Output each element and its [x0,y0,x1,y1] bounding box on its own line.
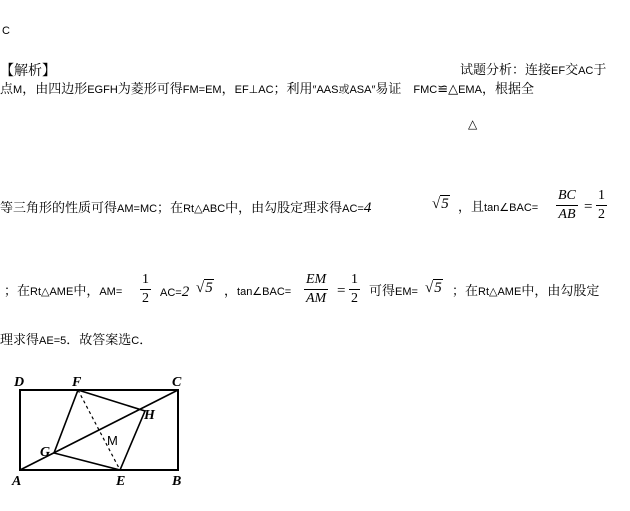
analysis-line-4b: AC=2 [160,284,190,300]
label-B: B [172,474,182,489]
section-label: 【解析】 [0,63,56,79]
equals-sign-2: = [337,283,346,299]
fraction-em-am: $\frac{EM}{AM}$ [306,272,327,306]
label-G: G [40,445,51,460]
label-C: C [172,375,182,390]
label-D: D [14,375,25,390]
analysis-line-3: 等三角形的性质可得AM=MC；在Rt△ABC中，由勾股定理求得AC=4 [0,200,372,216]
fraction-one-half-3: $\frac{1}{2}$ [351,272,358,306]
sqrt-5-a: √5 [432,196,449,212]
fraction-one-half-1: $\frac{1}{2}$ [598,188,605,222]
sqrt-5-c: √5 [425,280,442,296]
label-H: H [144,408,155,423]
analysis-line-4e: ；在Rt△AME中，由勾股定 [452,284,600,299]
triangle-symbol: △ [468,117,478,131]
analysis-line-5: 理求得AE=5．故答案选C． [0,333,153,348]
equals-sign-1: = [584,199,593,215]
sqrt-5-b: √5 [196,280,213,296]
analysis-line-2: 点M，由四边形EGFH为菱形可得FM=EM，EF⊥AC；利用″AAS或ASA″易证 FMC≌△EMA，根据全 [0,82,534,97]
label-M: M [107,433,118,448]
analysis-line-4d: 可得EM= [369,284,418,299]
label-A: A [12,474,22,489]
fraction-one-half-2: $\frac{1}{2}$ [142,272,149,306]
analysis-line-3b: ，且tan∠BAC= [458,200,539,215]
analysis-line-4c: ，tan∠BAC= [224,284,292,299]
analysis-line-4a: ；在Rt△AME中，AM= [4,284,123,299]
label-E: E [116,474,126,489]
answer-letter: C [2,25,10,37]
analysis-heading: 试题分析：连接EF交AC于 [460,63,607,78]
fraction-bc-ab: $\frac{BC}{AB}$ [558,188,576,222]
geometry-figure [0,368,200,496]
label-F: F [72,375,82,390]
